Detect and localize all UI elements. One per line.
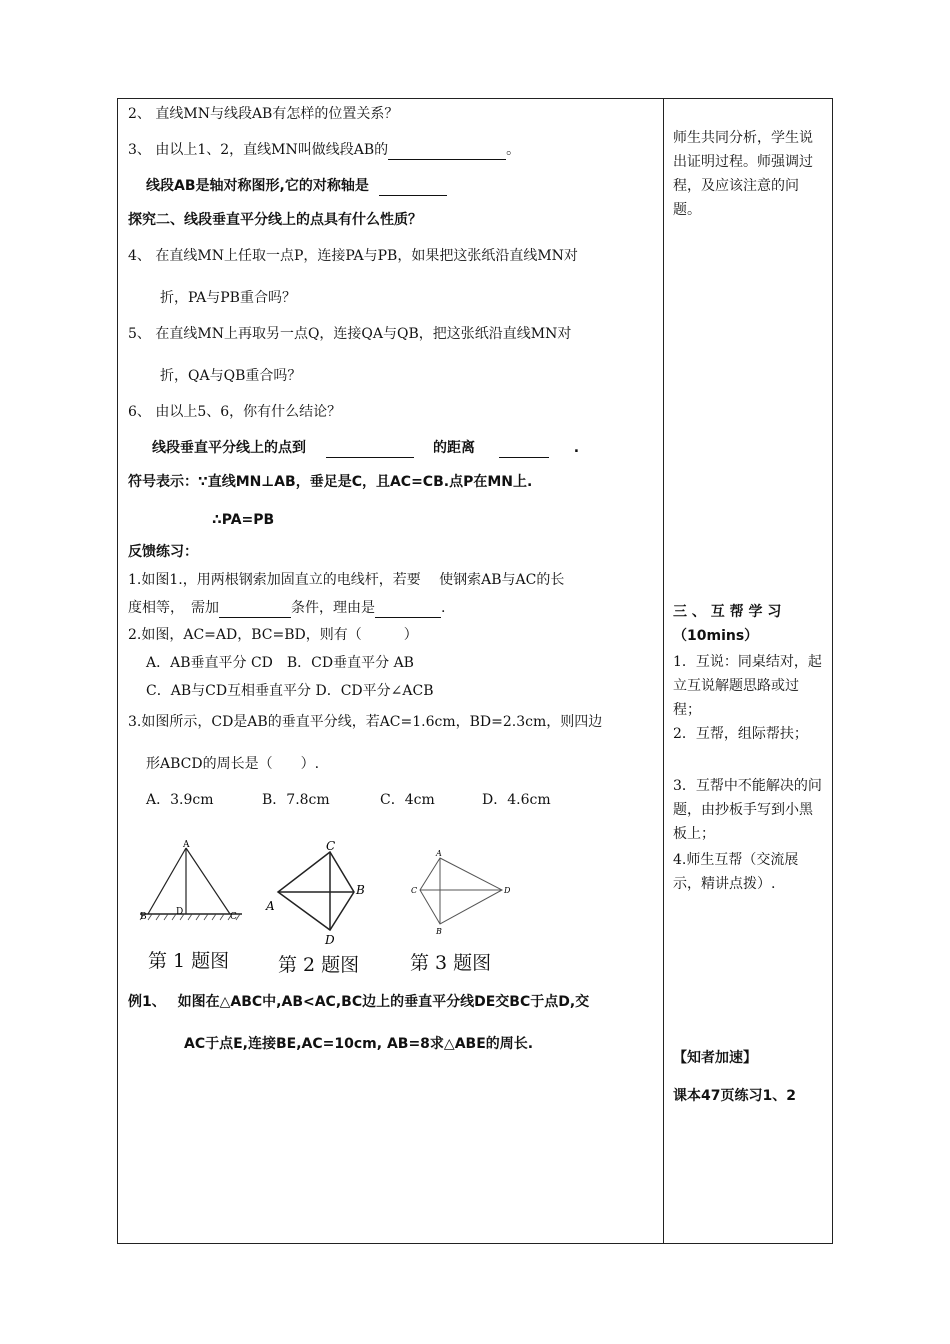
column-divider (663, 98, 664, 1244)
figure-2-label-d: D (325, 933, 335, 947)
mutual-step-2: 2．互帮，组际帮扶； (673, 726, 808, 742)
mutual-step-4: 4.师生互帮（交流展示，精讲点拨）. (673, 852, 799, 892)
question-4-line2: 折，PA与PB重合吗？ (160, 290, 296, 306)
figure-2-caption: 第 2 题图 (278, 954, 360, 976)
figure-1-label-d: D (176, 907, 184, 917)
conclusion-line (152, 438, 579, 458)
answer-blank (388, 145, 506, 160)
example-1-line2: AC于点E,连接BE,AC=10cm, AB=8求△ABE的周长. (184, 1036, 534, 1052)
conclusion-period: . (573, 440, 580, 456)
exercise-3-line1: 3.如图所示，CD是AB的垂直平分线，若AC=1.6cm，BD=2.3cm，则四边 (128, 714, 603, 730)
fast-learner-heading: 【知者加速】 (673, 1050, 757, 1066)
explore-2-heading: 探究二、线段垂直平分线上的点具有什么性质？ (128, 212, 422, 228)
conclusion-text-1: 线段垂直平分线上的点到 (152, 440, 306, 456)
figure-1-label-a: A (183, 840, 190, 850)
answer-blank (219, 603, 291, 618)
exercise-2: 2.如图，AC=AD，BC=BD，则有（ ） (128, 627, 418, 643)
question-2: 2、 直线MN与线段AB有怎样的位置关系？ (128, 106, 399, 122)
option-c: C．4cm (380, 792, 435, 808)
figure-1-label-b: B (140, 912, 147, 922)
figure-1-label-c: C (230, 912, 237, 922)
question-3-end: 。 (506, 142, 521, 158)
example-1-line1: 例1、 如图在△ABC中,AB<AC,BC边上的垂直平分线DE交BC于点D,交 (128, 994, 590, 1010)
teacher-analysis-note: 师生共同分析，学生说出证明过程。师强调过程，及应该注意的问题。 (673, 130, 813, 218)
figure-3-label-d: D (504, 886, 511, 895)
answer-blank (326, 443, 414, 458)
figure-2-label-a: A (266, 899, 275, 913)
question-4-line1: 4、 在直线MN上任取一点P，连接PA与PB，如果把这张纸沿直线MN对 (128, 248, 578, 264)
symmetry-axis-line (146, 176, 447, 196)
exercise-2-options-ab: A．AB垂直平分 CD B．CD垂直平分 AB (146, 655, 414, 671)
symbol-statement: 符号表示：∵直线MN⊥AB，垂足是C，且AC=CB.点P在MN上. (128, 474, 533, 490)
option-a: A．3.9cm (146, 792, 214, 808)
exercise-1-line2 (128, 598, 445, 618)
option-d: D．4.6cm (482, 792, 551, 808)
figure-3-label-a: A (436, 849, 442, 858)
conclusion-text-2: 的距离 (433, 440, 475, 456)
question-3 (128, 140, 520, 160)
figure-1-caption: 第 1 题图 (148, 950, 230, 972)
exercise-1-line1: 1.如图1.，用两根钢索加固直立的电线杆，若要 使钢索AB与AC的长 (128, 572, 565, 588)
mutual-step-3: 3．互帮中不能解决的问题，由抄板手写到小黑板上； (673, 778, 822, 842)
figure-3-label-b: B (436, 927, 442, 936)
figure-3-diagram (402, 846, 518, 942)
answer-blank (499, 443, 549, 458)
question-3-text: 3、 由以上1、2，直线MN叫做线段AB的 (128, 142, 389, 158)
exercise-1-text-b: 条件，理由是 (291, 600, 375, 616)
question-6: 6、 由以上5、6，你有什么结论？ (128, 404, 342, 420)
exercise-1-end: . (441, 600, 446, 616)
section-3-heading: 三 、 互 帮 学 习（10mins） (673, 604, 782, 644)
figure-1-diagram (138, 838, 246, 934)
exercise-1-text-a: 度相等， 需加 (128, 600, 219, 616)
exercise-2-options-cd: C．AB与CD互相垂直平分 D．CD平分∠ACB (146, 683, 434, 699)
mutual-step-1: 1．互说：同桌结对，起立互说解题思路或过程； (673, 654, 822, 718)
answer-blank (379, 181, 447, 196)
figure-2-label-c: C (326, 839, 336, 853)
symmetry-axis-text: 线段AB是轴对称图形,它的对称轴是 (146, 178, 369, 194)
figure-3-label-c: C (411, 886, 418, 895)
feedback-heading: 反馈练习： (128, 544, 198, 560)
question-5-line2: 折，QA与QB重合吗？ (160, 368, 302, 384)
homework-note: 课本47页练习1、2 (673, 1088, 796, 1104)
therefore-statement: ∴PA=PB (212, 512, 275, 528)
figure-2-diagram (262, 838, 378, 950)
figure-3-caption: 第 3 题图 (410, 952, 492, 974)
answer-blank (375, 603, 441, 618)
figure-2-label-b: B (356, 883, 365, 897)
option-b: B．7.8cm (262, 792, 330, 808)
exercise-3-line2: 形ABCD的周长是（ ）. (146, 756, 320, 772)
question-5-line1: 5、 在直线MN上再取另一点Q，连接QA与QB，把这张纸沿直线MN对 (128, 326, 572, 342)
